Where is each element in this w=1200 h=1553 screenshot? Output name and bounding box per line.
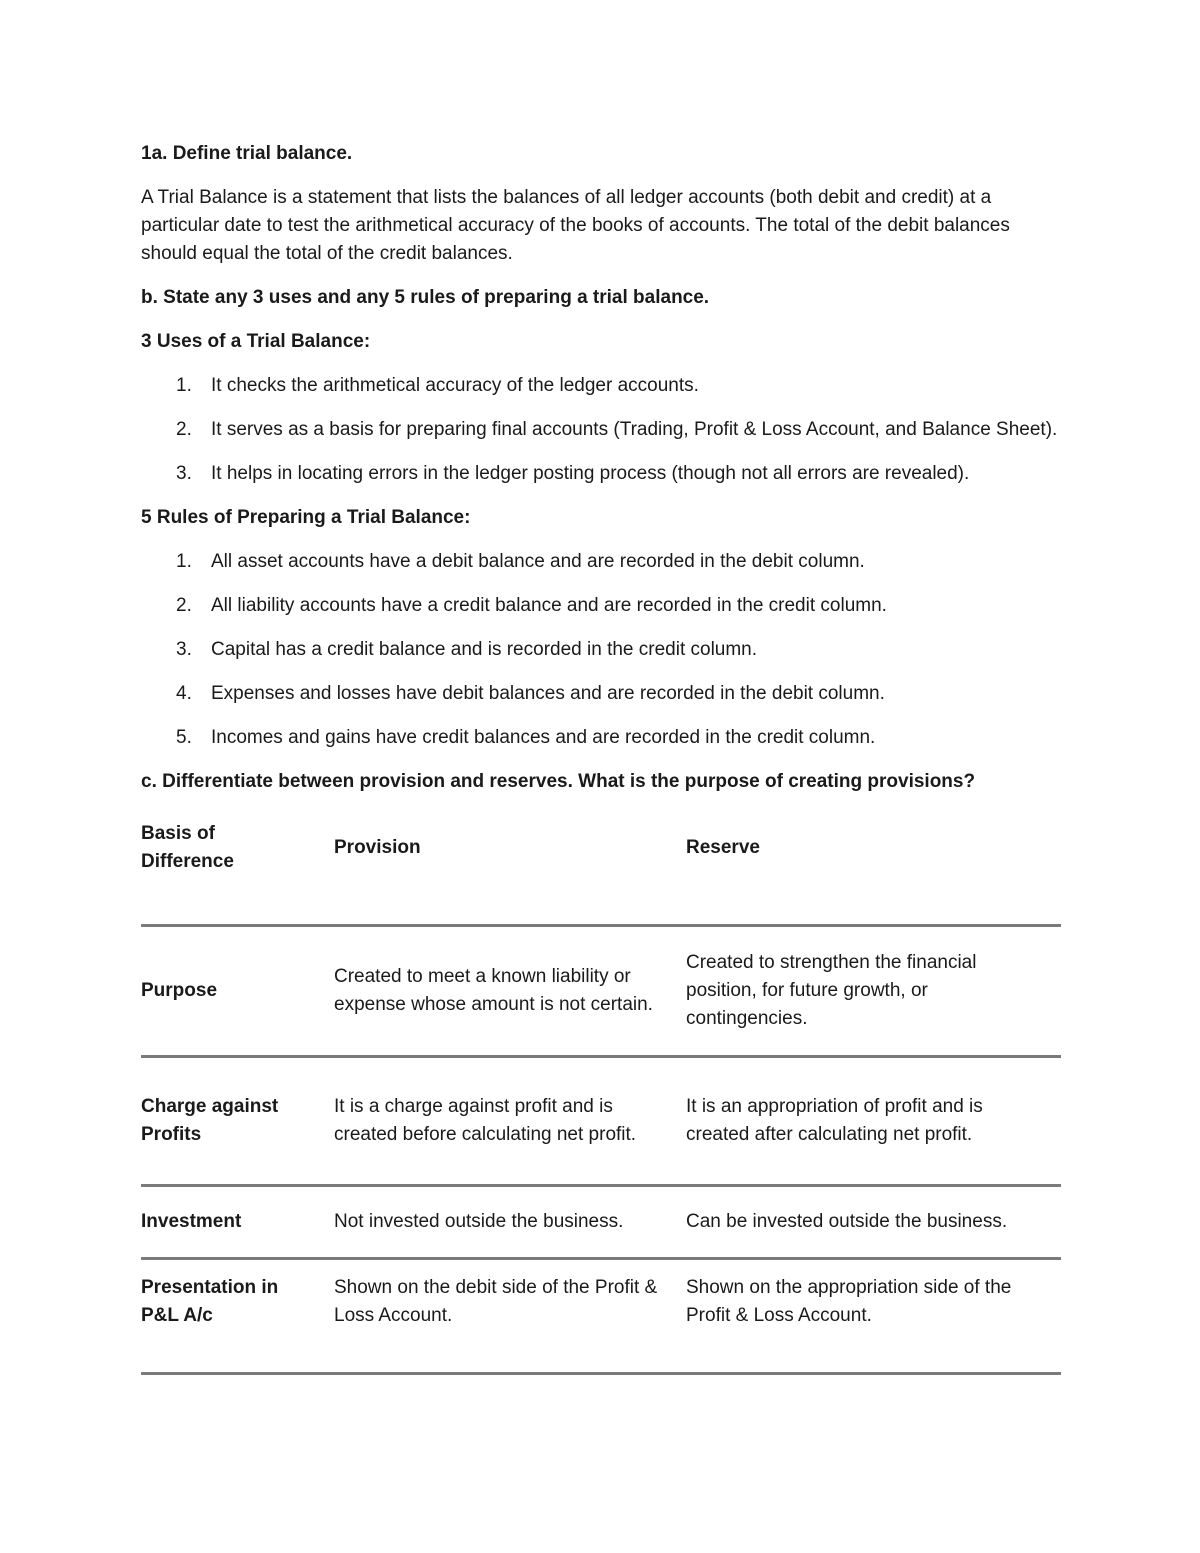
list-item	[141, 592, 1061, 620]
provision-cell: Shown on the debit side of the Profit & Loss Account.	[334, 1259, 686, 1374]
table-row	[141, 1186, 1061, 1259]
list-number: 2.	[176, 419, 192, 440]
rules-title: 5 Rules of Preparing a Trial Balance:	[141, 507, 471, 528]
list-item	[141, 680, 1061, 708]
reserve-cell: It is an appropriation of profit and is created after calculating net profit.	[686, 1057, 1061, 1186]
basis-cell: Charge against Profits	[141, 1057, 334, 1186]
provision-reserve-table	[141, 818, 1061, 1375]
document-page	[141, 140, 1061, 1375]
question-1c-heading: c. Differentiate between provision and reserves. What is the purpose of creating provisions?	[141, 771, 976, 792]
header-provision: Provision	[334, 818, 686, 926]
list-item	[141, 416, 1061, 444]
provision-cell: It is a charge against profit and is created before calculating net profit.	[334, 1057, 686, 1186]
question-1b-heading: b. State any 3 uses and any 5 rules of preparing a trial balance.	[141, 287, 710, 308]
basis-cell: Presentation in P&L A/c	[141, 1259, 334, 1374]
list-text: It helps in locating errors in the ledger posting process (though not all errors are revealed).	[211, 463, 970, 484]
rules-list	[141, 548, 1061, 752]
list-text: All liability accounts have a credit balance and are recorded in the credit column.	[211, 595, 887, 616]
basis-cell: Purpose	[141, 926, 334, 1057]
basis-cell: Investment	[141, 1186, 334, 1259]
list-text: Capital has a credit balance and is recorded in the credit column.	[211, 639, 758, 660]
reserve-cell: Created to strengthen the financial position, for future growth, or contingencies.	[686, 926, 1061, 1057]
question-1a-heading: 1a. Define trial balance.	[141, 143, 353, 164]
list-number: 2.	[176, 595, 192, 616]
list-item	[141, 460, 1061, 488]
list-number: 1.	[176, 551, 192, 572]
list-item	[141, 636, 1061, 664]
header-basis: Basis of Difference	[141, 818, 334, 926]
list-text: Incomes and gains have credit balances and are recorded in the credit column.	[211, 727, 876, 748]
table-header-row	[141, 818, 1061, 926]
question-1a-answer: A Trial Balance is a statement that lists the balances of all ledger accounts (both debit and credit) at a particular date to test the arithmetical accuracy of the books of accounts. The total of the debit balances should equal the total of the credit balances.	[141, 187, 1010, 264]
reserve-cell: Shown on the appropriation side of the Profit & Loss Account.	[686, 1259, 1061, 1374]
provision-cell: Not invested outside the business.	[334, 1186, 686, 1259]
uses-title: 3 Uses of a Trial Balance:	[141, 331, 371, 352]
header-reserve: Reserve	[686, 818, 1061, 926]
table-row	[141, 926, 1061, 1057]
list-number: 3.	[176, 463, 192, 484]
list-text: It serves as a basis for preparing final accounts (Trading, Profit & Loss Account, and Balance Sheet).	[211, 419, 1058, 440]
provision-cell: Created to meet a known liability or expense whose amount is not certain.	[334, 926, 686, 1057]
list-number: 5.	[176, 727, 192, 748]
list-item	[141, 548, 1061, 576]
list-item	[141, 372, 1061, 400]
list-item	[141, 724, 1061, 752]
reserve-cell: Can be invested outside the business.	[686, 1186, 1061, 1259]
table-row	[141, 1057, 1061, 1186]
list-number: 4.	[176, 683, 192, 704]
table-row	[141, 1259, 1061, 1374]
list-text: It checks the arithmetical accuracy of the ledger accounts.	[211, 375, 699, 396]
list-number: 1.	[176, 375, 192, 396]
list-number: 3.	[176, 639, 192, 660]
list-text: All asset accounts have a debit balance and are recorded in the debit column.	[211, 551, 865, 572]
uses-list	[141, 372, 1061, 488]
list-text: Expenses and losses have debit balances and are recorded in the debit column.	[211, 683, 885, 704]
